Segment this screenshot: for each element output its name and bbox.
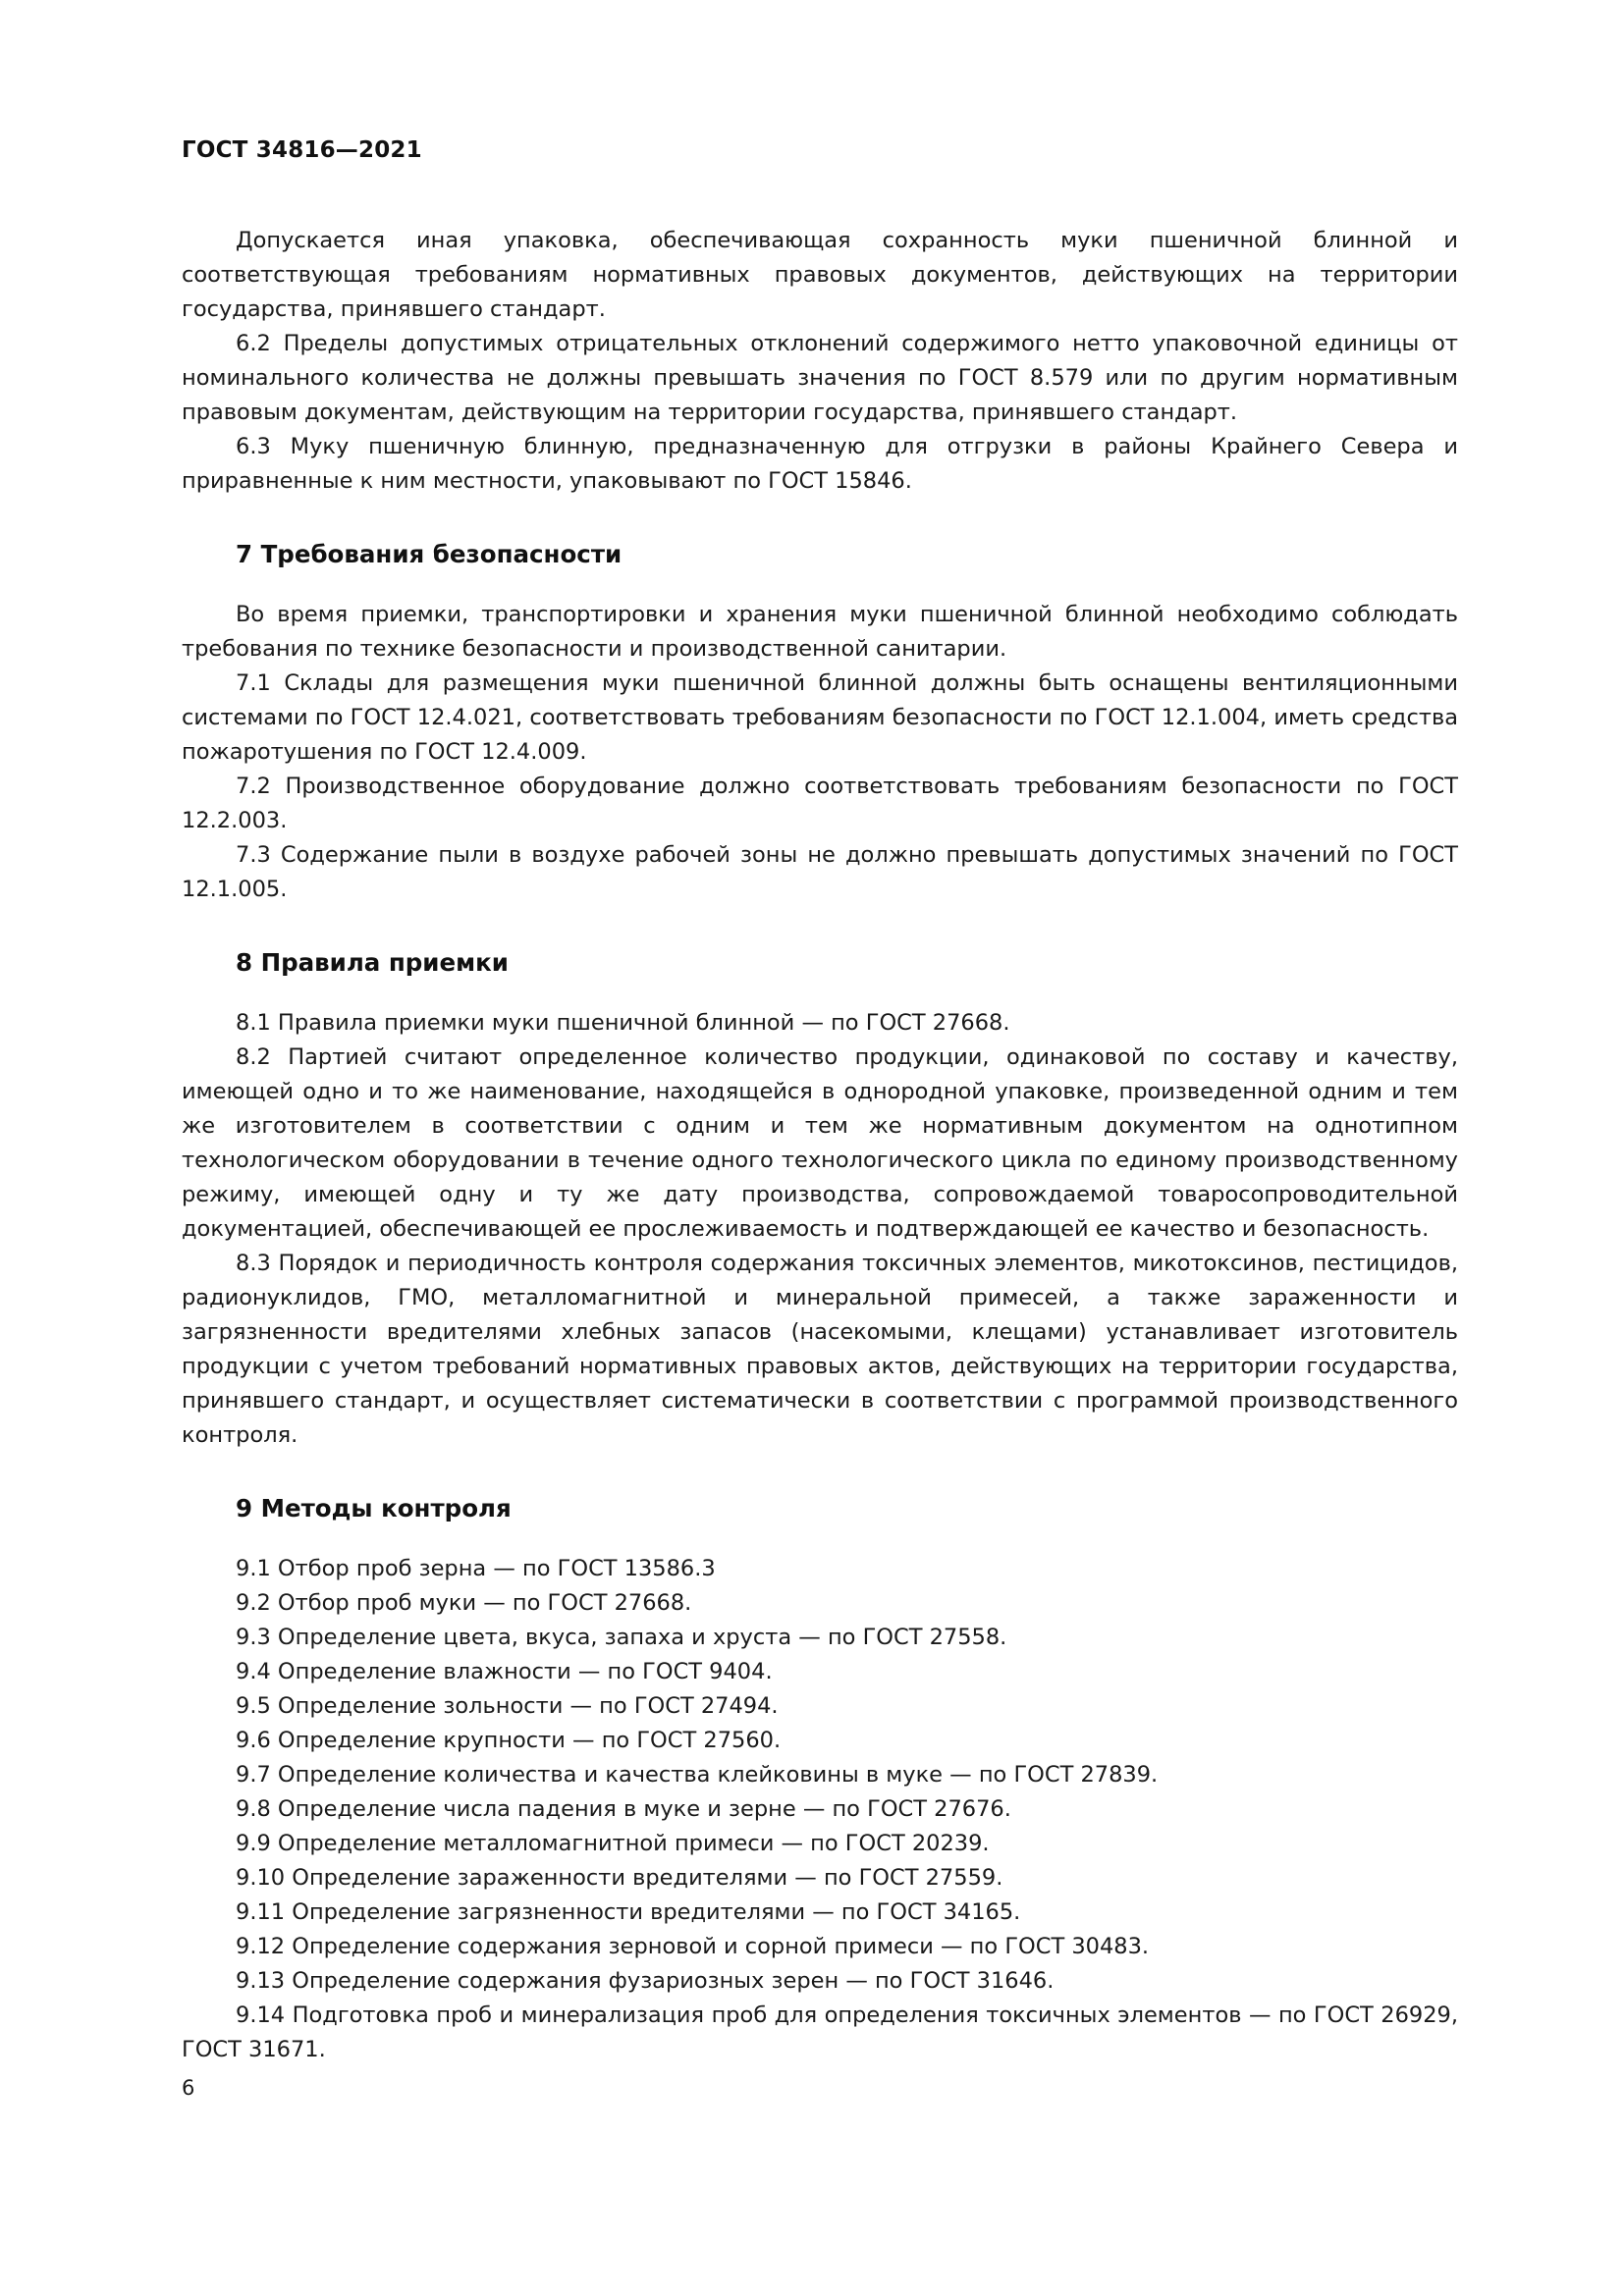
- list-item: 9.14 Подготовка проб и минерализация проб для определения токсичных элементов — по ГОСТ 26929, ГОСТ 31671.: [182, 2002, 1458, 2062]
- list-item: 9.2 Отбор проб муки — по ГОСТ 27668.: [236, 1590, 692, 1616]
- list-item: 9.7 Определение количества и качества клейковины в муке — по ГОСТ 27839.: [236, 1762, 1159, 1788]
- list-item: 9.10 Определение зараженности вредителями — по ГОСТ 27559.: [236, 1865, 1003, 1891]
- list-item: 9.1 Отбор проб зерна — по ГОСТ 13586.3: [236, 1556, 716, 1581]
- section-title-8: 8 Правила приемки: [236, 948, 509, 977]
- paragraph-6-3: 6.3 Муку пшеничную блинную, предназначенную для отгрузки в районы Крайнего Севера и приравненные к ним местности, упаковывают по ГОСТ 15846.: [182, 434, 1458, 494]
- list-item: 9.8 Определение числа падения в муке и зерне — по ГОСТ 27676.: [236, 1796, 1011, 1822]
- paragraph-7-intro: Во время приемки, транспортировки и хранения муки пшеничной блинной необходимо соблюдать требования по технике безопасности и производственной санитарии.: [182, 602, 1458, 662]
- paragraph-7-2: 7.2 Производственное оборудование должно соответствовать требованиям безопасности по ГОСТ 12.2.003.: [182, 774, 1458, 833]
- paragraph-intro-1: Допускается иная упаковка, обеспечивающая сохранность муки пшеничной блинной и соответствующая требованиям нормативных правовых документов, действующих на территории государства, принявшего стандарт.: [182, 228, 1458, 322]
- list-item: 9.13 Определение содержания фузариозных зерен — по ГОСТ 31646.: [236, 1968, 1055, 1994]
- paragraph-8-3: 8.3 Порядок и периодичность контроля содержания токсичных элементов, микотоксинов, пестицидов, радионуклидов, ГМО, металломагнитной и минеральной примесей, а также зараженности и загрязненности вредителями хлебных запасов (насекомыми, клещами) устанавливает изготовитель продукции с учетом требований нормативных правовых актов, действующих на территории государства, принявшего стандарт, и осуществляет систематически в соответствии с программой производственного контроля.: [182, 1251, 1458, 1448]
- paragraph-7-3: 7.3 Содержание пыли в воздухе рабочей зоны не должно превышать допустимых значений по ГОСТ 12.1.005.: [182, 842, 1458, 902]
- list-item: 9.11 Определение загрязненности вредителями — по ГОСТ 34165.: [236, 1899, 1021, 1925]
- list-item: 9.6 Определение крупности — по ГОСТ 27560.: [236, 1728, 782, 1753]
- section-9-item-list: [182, 1552, 1458, 2067]
- list-item: 9.12 Определение содержания зерновой и сорной примеси — по ГОСТ 30483.: [236, 1934, 1150, 1959]
- list-item: 9.4 Определение влажности — по ГОСТ 9404.: [236, 1659, 773, 1684]
- list-item: 9.5 Определение зольности — по ГОСТ 27494.: [236, 1693, 779, 1719]
- paragraph-6-2: 6.2 Пределы допустимых отрицательных отклонений содержимого нетто упаковочной единицы от номинального количества не должны превышать значения по ГОСТ 8.579 или по другим нормативным правовым документам, действующим на территории государства, принявшего стандарт.: [182, 331, 1458, 425]
- paragraph-8-1: 8.1 Правила приемки муки пшеничной блинной — по ГОСТ 27668.: [236, 1010, 1010, 1036]
- section-title-9: 9 Методы контроля: [236, 1494, 512, 1522]
- list-item: 9.3 Определение цвета, вкуса, запаха и хруста — по ГОСТ 27558.: [236, 1625, 1007, 1650]
- paragraph-7-1: 7.1 Склады для размещения муки пшеничной блинной должны быть оснащены вентиляционными системами по ГОСТ 12.4.021, соответствовать требованиям безопасности по ГОСТ 12.1.004, иметь средства пожаротушения по ГОСТ 12.4.009.: [182, 670, 1458, 765]
- page-number: 6: [182, 2076, 195, 2100]
- section-title-7: 7 Требования безопасности: [236, 540, 623, 568]
- paragraph-8-2: 8.2 Партией считают определенное количество продукции, одинаковой по составу и качеству, имеющей одно и то же наименование, находящейся в однородной упаковке, произведенной одним и тем же изготовителем в соответствии с одним и тем же нормативным документом на однотипном технологическом оборудовании в течение одного технологического цикла по единому производственному режиму, имеющей одну и ту же дату производства, сопровождаемой товаросопроводительной документацией, обеспечивающей ее прослеживаемость и подтверждающей ее качество и безопасность.: [182, 1044, 1458, 1242]
- list-item: 9.9 Определение металломагнитной примеси — по ГОСТ 20239.: [236, 1831, 990, 1856]
- document-header-standard-id: ГОСТ 34816—2021: [182, 137, 422, 163]
- page-content: [182, 137, 1458, 2067]
